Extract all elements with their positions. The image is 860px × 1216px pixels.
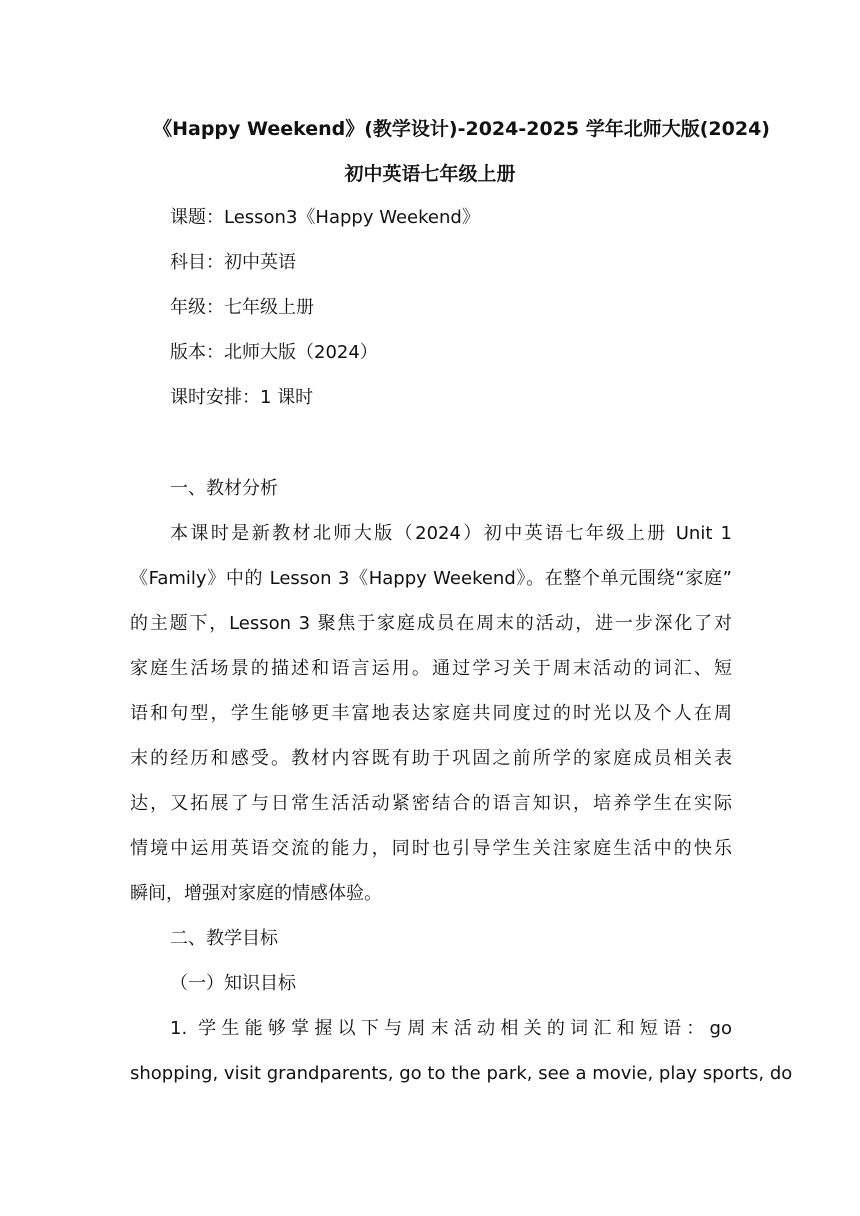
paragraph-line: 语和句型，学生能够更丰富地表达家庭共同度过的时光以及个人在周 [130,703,732,724]
meta-topic: 课题：Lesson3《Happy Weekend》 [170,207,480,228]
subsection-heading-knowledge-objectives: （一）知识目标 [170,973,296,994]
paragraph-line: 情境中运用英语交流的能力，同时也引导学生关注家庭生活中的快乐 [130,838,732,859]
paragraph-line: 的主题下，Lesson 3 聚焦于家庭成员在周末的活动，进一步深化了对 [130,613,732,634]
meta-edition: 版本：北师大版（2024） [170,342,378,363]
knowledge-objective-line: 1. 学生能够掌握以下与周末活动相关的词汇和短语：go [170,1018,732,1039]
meta-grade: 年级：七年级上册 [170,297,314,318]
section-heading-teaching-objectives: 二、教学目标 [170,928,278,949]
meta-subject: 科目：初中英语 [170,252,296,273]
knowledge-objective-line: shopping, visit grandparents, go to the park, see a movie, play sports, do [130,1063,793,1084]
document-title-line-2: 初中英语七年级上册 [344,163,516,185]
paragraph-line: 本课时是新教材北师大版（2024）初中英语七年级上册 Unit 1 [170,523,732,544]
paragraph-line: 家庭生活场景的描述和语言运用。通过学习关于周末活动的词汇、短 [130,658,732,679]
paragraph-line: 达，又拓展了与日常生活活动紧密结合的语言知识，培养学生在实际 [130,793,732,814]
meta-schedule: 课时安排：1 课时 [170,387,314,408]
paragraph-line: 瞬间，增强对家庭的情感体验。 [130,883,382,904]
paragraph-line: 《Family》中的 Lesson 3《Happy Weekend》。在整个单元围绕“家庭” [130,568,732,589]
section-heading-textbook-analysis: 一、教材分析 [170,478,278,499]
paragraph-line: 末的经历和感受。教材内容既有助于巩固之前所学的家庭成员相关表 [130,748,732,769]
document-title-line-1: 《Happy Weekend》(教学设计)-2024-2025 学年北师大版(2024) [153,118,770,140]
